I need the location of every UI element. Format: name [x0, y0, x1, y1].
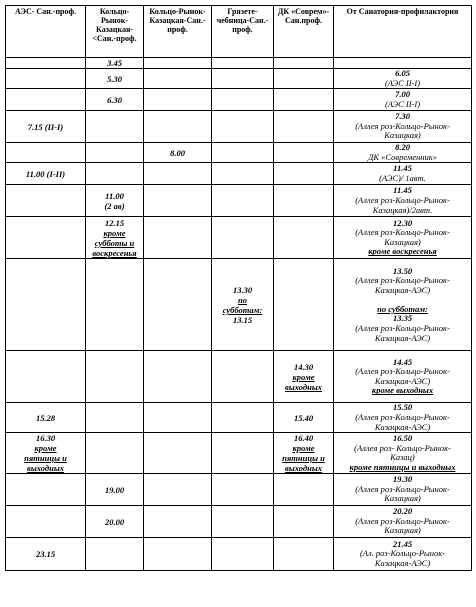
return-time-text: 11.45 — [393, 185, 412, 196]
return-route-text: по субботам: — [377, 303, 428, 314]
schedule-row — [6, 403, 472, 433]
departure-cell-col2 — [86, 58, 144, 69]
return-route-text: (Аллея роз-Кольцо-Рынок- — [355, 195, 450, 206]
departure-cell-col3 — [144, 433, 212, 474]
departure-time-text: 12.15 — [104, 217, 125, 228]
departure-cell-col2 — [86, 403, 144, 433]
departure-time-text: 13.30 — [232, 284, 253, 295]
departure-cell-col1 — [6, 69, 86, 89]
departure-cell-col5 — [274, 217, 334, 259]
schedule-row — [6, 474, 472, 506]
departure-time-text: 15.40 — [293, 412, 314, 423]
departure-time-text: кроме — [292, 443, 315, 454]
return-trip-cell — [334, 163, 472, 185]
return-time-text: 14.45 — [392, 356, 413, 367]
return-time-text: 11.45 — [393, 163, 412, 174]
return-time-text: 13.35 — [392, 313, 413, 324]
header-ring-market-kazatskaya-1: Кольцо-Рынок-Казацкая-<Сан.-проф. — [86, 6, 144, 58]
departure-cell-col5 — [274, 474, 334, 506]
departure-cell-col5 — [274, 163, 334, 185]
return-route-text: (Аллея роз-Кольцо-Рынок- — [355, 366, 450, 377]
departure-time-text: 8.00 — [170, 147, 185, 158]
departure-time-text: 11.00 (I-II) — [25, 168, 66, 179]
header-ring-market-kazatskaya-2: Кольцо-Рынок-Казацкая-Сан.-проф. — [144, 6, 212, 58]
departure-cell-col4 — [212, 433, 274, 474]
departure-time-text: субботам: — [222, 304, 263, 315]
departure-cell-col5 — [274, 69, 334, 89]
return-route-text: Казац) — [390, 452, 415, 463]
return-route-text: (АЭС II-I) — [384, 77, 421, 88]
departure-cell-col5 — [274, 538, 334, 571]
departure-cell-col1 — [6, 259, 86, 351]
return-route-text: Казацкая) — [384, 236, 421, 247]
return-route-text: Казацкая) — [384, 130, 421, 141]
departure-cell-col1 — [6, 351, 86, 403]
return-trip-cell — [334, 185, 472, 217]
return-time-text: 7.00 — [395, 89, 410, 100]
departure-cell-col3 — [144, 403, 212, 433]
return-route-text: ДК «Современник» — [367, 151, 437, 162]
return-trip-cell — [334, 433, 472, 474]
header-dk-sovremennik: ДК «Соврем»-Сан.проф. — [274, 6, 334, 58]
departure-cell-col5 — [274, 403, 334, 433]
departure-cell-col5 — [274, 506, 334, 538]
departure-time-text: выходных — [285, 463, 322, 474]
departure-time-text: кроме — [103, 227, 126, 238]
departure-cell-col1 — [6, 217, 86, 259]
return-route-text: Казацкая-АЭС) — [374, 375, 431, 386]
departure-time-text: по — [238, 294, 247, 305]
return-route-text: (Аллея роз-Кольцо-Рынок- — [355, 120, 450, 131]
departure-cell-col4 — [212, 506, 274, 538]
return-time-text: 16.50 — [392, 432, 413, 443]
schedule-row — [6, 259, 472, 351]
schedule-row — [6, 69, 472, 89]
return-time-text: 8.20 — [395, 142, 410, 153]
departure-cell-col1 — [6, 111, 86, 143]
return-route-text: (Аллея роз-Кольцо-Рынок- — [355, 411, 450, 422]
departure-cell-col3 — [144, 538, 212, 571]
return-trip-cell — [334, 143, 472, 163]
departure-cell-col2 — [86, 506, 144, 538]
departure-cell-col5 — [274, 143, 334, 163]
departure-time-text: 15.28 — [35, 412, 56, 423]
return-route-text: (Аллея роз-Кольцо-Рынок- — [355, 323, 450, 334]
departure-time-text: 13.15 — [232, 314, 253, 325]
departure-cell-col2 — [86, 89, 144, 111]
departure-cell-col5 — [274, 351, 334, 403]
departure-cell-col3 — [144, 217, 212, 259]
return-trip-cell — [334, 403, 472, 433]
departure-cell-col4 — [212, 143, 274, 163]
departure-time-text: (2 ав) — [104, 200, 125, 211]
header-aes-san-prof: АЭС- Сан.-проф. — [6, 6, 86, 58]
departure-cell-col2 — [86, 217, 144, 259]
departure-cell-col3 — [144, 143, 212, 163]
departure-cell-col4 — [212, 538, 274, 571]
return-time-text: 6.05 — [395, 68, 410, 78]
departure-cell-col4 — [212, 185, 274, 217]
schedule-row — [6, 185, 472, 217]
departure-time-text: пятницы и — [24, 453, 67, 464]
departure-cell-col1 — [6, 89, 86, 111]
return-route-text: кроме воскресенья — [368, 246, 437, 257]
schedule-row — [6, 217, 472, 259]
departure-cell-col3 — [144, 259, 212, 351]
departure-cell-col4 — [212, 403, 274, 433]
departure-cell-col5 — [274, 111, 334, 143]
return-time-text: 13.50 — [392, 265, 413, 276]
departure-cell-col2 — [86, 351, 144, 403]
departure-time-text: кроме — [292, 371, 315, 382]
return-route-text: (Аллея роз-Кольцо-Рынок- — [355, 483, 450, 494]
departure-cell-col1 — [6, 474, 86, 506]
return-route-text: (Ал. роз-Кольцо-Рынок- — [359, 548, 446, 559]
departure-cell-col4 — [212, 58, 274, 69]
departure-cell-col1 — [6, 403, 86, 433]
return-time-text: 21.45 — [392, 538, 413, 549]
return-route-text: Казацкая-АЭС) — [374, 421, 431, 432]
schedule-row — [6, 89, 472, 111]
departure-cell-col3 — [144, 69, 212, 89]
header-from-sanatorium: От Санатория-профилактория — [334, 6, 472, 58]
departure-cell-col1 — [6, 143, 86, 163]
departure-time-text: воскресенья — [92, 247, 137, 258]
return-route-text: (АЭС II-I) — [384, 98, 421, 109]
departure-cell-col1 — [6, 538, 86, 571]
departure-time-text: 6.30 — [107, 94, 122, 105]
departure-time-text: 5.30 — [107, 73, 122, 84]
departure-cell-col2 — [86, 69, 144, 89]
return-trip-cell — [334, 351, 472, 403]
departure-cell-col4 — [212, 111, 274, 143]
departure-cell-col5 — [274, 259, 334, 351]
departure-cell-col2 — [86, 538, 144, 571]
return-trip-cell — [334, 89, 472, 111]
departure-cell-col2 — [86, 111, 144, 143]
return-route-text: (Аллея роз-Кольцо-Рынок- — [355, 515, 450, 526]
departure-time-text: 14.30 — [293, 361, 314, 372]
schedule-row — [6, 433, 472, 474]
departure-cell-col1 — [6, 185, 86, 217]
departure-cell-col2 — [86, 163, 144, 185]
return-trip-cell — [334, 506, 472, 538]
departure-cell-col2 — [86, 143, 144, 163]
schedule-row — [6, 538, 472, 571]
departure-cell-col1 — [6, 163, 86, 185]
schedule-row — [6, 163, 472, 185]
departure-cell-col4 — [212, 217, 274, 259]
return-route-text: Казацкая) — [384, 493, 421, 504]
departure-time-text: 11.00 — [105, 190, 124, 201]
departure-cell-col3 — [144, 506, 212, 538]
departure-cell-col2 — [86, 259, 144, 351]
departure-time-text: 16.40 — [293, 433, 314, 444]
departure-cell-col4 — [212, 351, 274, 403]
return-route-text: (Аллея роз-Кольцо-Рынок- — [355, 227, 450, 238]
return-route-text: Казацкая) — [384, 525, 421, 536]
departure-time-text: 16.30 — [35, 433, 56, 444]
departure-cell-col5 — [274, 433, 334, 474]
return-trip-cell — [334, 111, 472, 143]
return-trip-cell — [334, 538, 472, 571]
schedule-row — [6, 506, 472, 538]
departure-cell-col3 — [144, 351, 212, 403]
departure-time-text: 3.45 — [107, 58, 122, 68]
departure-cell-col3 — [144, 58, 212, 69]
departure-cell-col5 — [274, 58, 334, 69]
return-trip-cell — [334, 259, 472, 351]
departure-time-text: кроме — [34, 443, 57, 454]
header-gryazelechebnitsa: Грязете-чебница-Сан.-проф. — [212, 6, 274, 58]
departure-cell-col2 — [86, 433, 144, 474]
return-trip-cell — [334, 69, 472, 89]
departure-cell-col4 — [212, 259, 274, 351]
departure-time-text: 19.00 — [104, 484, 125, 495]
departure-cell-col3 — [144, 474, 212, 506]
return-time-text: 15.50 — [392, 402, 413, 413]
departure-cell-col4 — [212, 69, 274, 89]
return-route-text: Казацкая)/2авт. — [372, 204, 433, 215]
return-route-text: (Аллея роз- Кольцо-Рынок- — [354, 442, 451, 453]
return-route-text: (Аллея роз-Кольцо-Рынок- — [355, 275, 450, 286]
departure-cell-col3 — [144, 111, 212, 143]
departure-time-text: пятницы и — [282, 453, 325, 464]
schedule-page — [5, 5, 472, 571]
return-trip-cell — [334, 217, 472, 259]
header-row — [6, 6, 472, 58]
return-route-text: кроме выходных — [371, 385, 434, 396]
schedule-row — [6, 58, 472, 69]
return-trip-cell — [334, 474, 472, 506]
return-route-text: Казацкая-АЭС) — [374, 332, 431, 343]
departure-time-text: выходных — [27, 463, 64, 474]
departure-cell-col4 — [212, 474, 274, 506]
schedule-row — [6, 351, 472, 403]
schedule-row — [6, 143, 472, 163]
departure-time-text: субботы и — [94, 237, 135, 248]
return-trip-cell — [334, 58, 472, 69]
departure-time-text: 7.15 (II-I) — [27, 121, 64, 132]
departure-cell-col1 — [6, 433, 86, 474]
departure-time-text: выходных — [285, 381, 322, 392]
departure-cell-col3 — [144, 163, 212, 185]
departure-cell-col4 — [212, 163, 274, 185]
departure-cell-col3 — [144, 185, 212, 217]
return-route-text: Казацкая-АЭС) — [374, 557, 431, 568]
return-time-text: 7.30 — [395, 111, 410, 122]
return-route-text: Казацкая-АЭС) — [374, 284, 431, 295]
departure-cell-col5 — [274, 89, 334, 111]
return-route-text: кроме пятницы и выходных — [349, 461, 456, 472]
return-time-text: 19.30 — [392, 474, 413, 485]
departure-cell-col1 — [6, 58, 86, 69]
departure-time-text: 23.15 — [35, 549, 56, 560]
bus-schedule-table — [5, 5, 472, 571]
departure-cell-col2 — [86, 474, 144, 506]
return-route-text: (АЭС)/ 1авт. — [379, 172, 426, 183]
departure-cell-col2 — [86, 185, 144, 217]
departure-time-text: 20.00 — [104, 516, 125, 527]
departure-cell-col5 — [274, 185, 334, 217]
departure-cell-col4 — [212, 89, 274, 111]
departure-cell-col3 — [144, 89, 212, 111]
departure-cell-col1 — [6, 506, 86, 538]
schedule-row — [6, 111, 472, 143]
return-time-text: 20.20 — [392, 506, 413, 517]
return-time-text: 12.30 — [392, 217, 413, 228]
